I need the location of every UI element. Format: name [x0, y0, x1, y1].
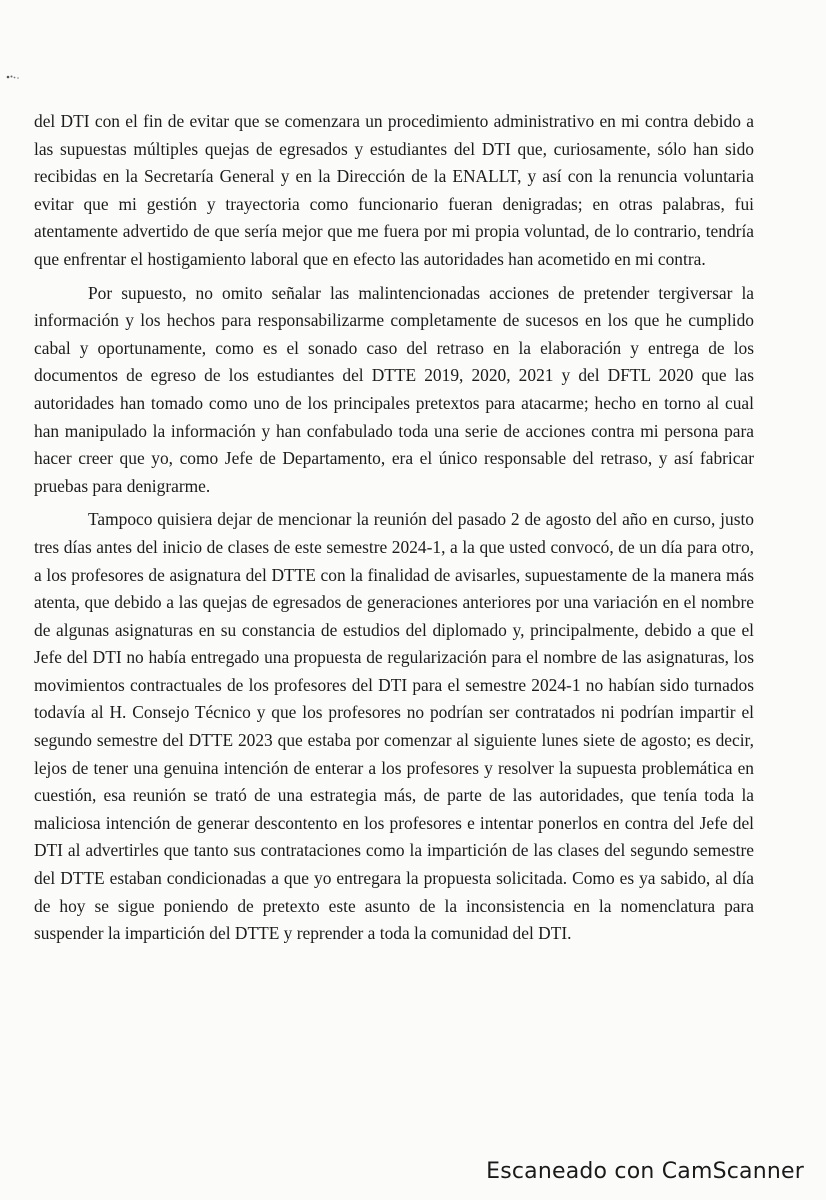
scan-speck-mark: [6, 74, 20, 80]
letter-body: [34, 108, 754, 954]
camscanner-watermark: Escaneado con CamScanner: [486, 1159, 804, 1184]
paragraph-misinformation: Por supuesto, no omito señalar las malintencionadas acciones de pretender tergiversar la información y los hechos para responsabilizarme completamente de sucesos en los que he cumplido cabal y oportunamente, como es el sonado caso del retraso en la elaboración y entrega de los documentos de egreso de los estudiantes del DTTE 2019, 2020, 2021 y del DFTL 2020 que las autoridades han tomado como uno de los principales pretextos para atacarme; hecho en torno al cual han manipulado la información y han confabulado toda una serie de acciones contra mi persona para hacer creer que yo, como Jefe de Departamento, era el único responsable del retraso, y así fabricar pruebas para denigrarme.: [34, 282, 754, 496]
paragraph-meeting: Tampoco quisiera dejar de mencionar la reunión del pasado 2 de agosto del año en curso, justo tres días antes del inicio de clases de este semestre 2024-1, a la que usted convocó, de un día para otro, a los profesores de asignatura del DTTE con la finalidad de avisarles, supuestamente de la manera más atenta, que debido a las quejas de egresados de generaciones anteriores por una variación en el nombre de algunas asignaturas en su constancia de estudios del diplomado y, principalmente, debido a que el Jefe del DTI no había entregado una propuesta de regularización para el nombre de las asignaturas, los movimientos contractuales de los profesores del DTI para el semestre 2024-1 no habían sido turnados todavía al H. Consejo Técnico y que los profesores no podrían ser contratados ni podrían impartir el segundo semestre del DTTE 2023 que estaba por comenzar al siguiente lunes siete de agosto; es decir, lejos de tener una genuina intención de enterar a los profesores y resolver la supuesta problemática en cuestión, esa reunión se trató de una estrategia más, de parte de las autoridades, que tenía toda la maliciosa intención de generar descontento en los profesores e intentar ponerlos en contra del Jefe del DTI al advertirles que tanto sus contrataciones como la impartición de las clases del segundo semestre del DTTE estaban condicionadas a que yo entregara la propuesta solicitada. Como es ya sabido, al día de hoy se sigue poniendo de pretexto este asunto de la inconsistencia en la nomenclatura para suspender la impartición del DTTE y reprender a toda la comunidad del DTI.: [34, 509, 754, 944]
paragraph-continuation: del DTI con el fin de evitar que se comenzara un procedimiento administrativo en mi contra debido a las supuestas múltiples quejas de egresados y estudiantes del DTI que, curiosamente, sólo han sido recibidas en la Secretaría General y en la Dirección de la ENALLT, y así con la renuncia voluntaria evitar que mi gestión y trayectoria como funcionario fueran denigradas; en otras palabras, fui atentamente advertido de que sería mejor que me fuera por mi propia voluntad, de lo contrario, tendría que enfrentar el hostigamiento laboral que en efecto las autoridades han acometido en mi contra.: [34, 111, 754, 269]
